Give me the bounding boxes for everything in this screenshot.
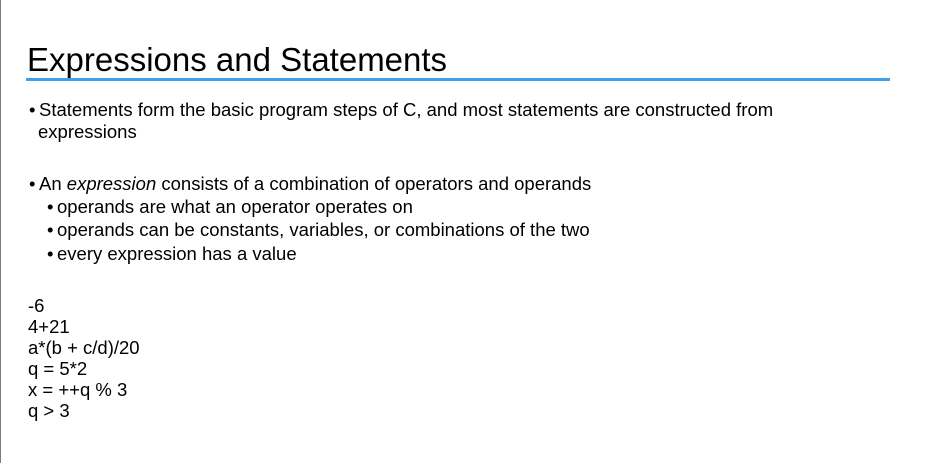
sub-bullet-operands-operate [47,196,413,218]
sub-bullet-dot-icon: • [47,219,54,240]
sub-bullet-text: operands are what an operator operates on [57,196,413,217]
sub-bullet-dot-icon: • [47,196,54,217]
sub-bullet-dot-icon: • [47,243,54,264]
example-item: -6 [28,295,45,316]
slide-left-border [0,0,1,463]
title-underline [26,78,890,81]
bullet-expression [29,173,591,195]
example-item: q > 3 [28,400,70,421]
sub-bullet-text: every expression has a value [57,243,297,264]
sub-bullet-operands-kinds [47,219,590,241]
expression-examples-list [28,295,140,421]
bullet-expression-emphasis: expression [66,173,157,194]
bullet-statements [29,99,773,121]
example-item: 4+21 [28,316,70,337]
bullet-expression-prefix: An [39,173,67,194]
bullet-dot-icon: • [29,99,36,120]
example-item: q = 5*2 [28,358,88,379]
bullet-dot-icon: • [29,173,36,194]
slide-title: Expressions and Statements [27,41,448,78]
sub-bullet-text: operands can be constants, variables, or combinations of the two [57,219,590,240]
bullet-statements-continuation: expressions [38,121,137,142]
example-item: a*(b + c/d)/20 [28,337,140,358]
bullet-statements-line1: Statements form the basic program steps of C, and most statements are constructed from [39,99,774,120]
sub-bullet-expression-value [47,243,297,265]
bullet-expression-suffix: consists of a combination of operators and operands [156,173,592,194]
example-item: x = ++q % 3 [28,379,128,400]
